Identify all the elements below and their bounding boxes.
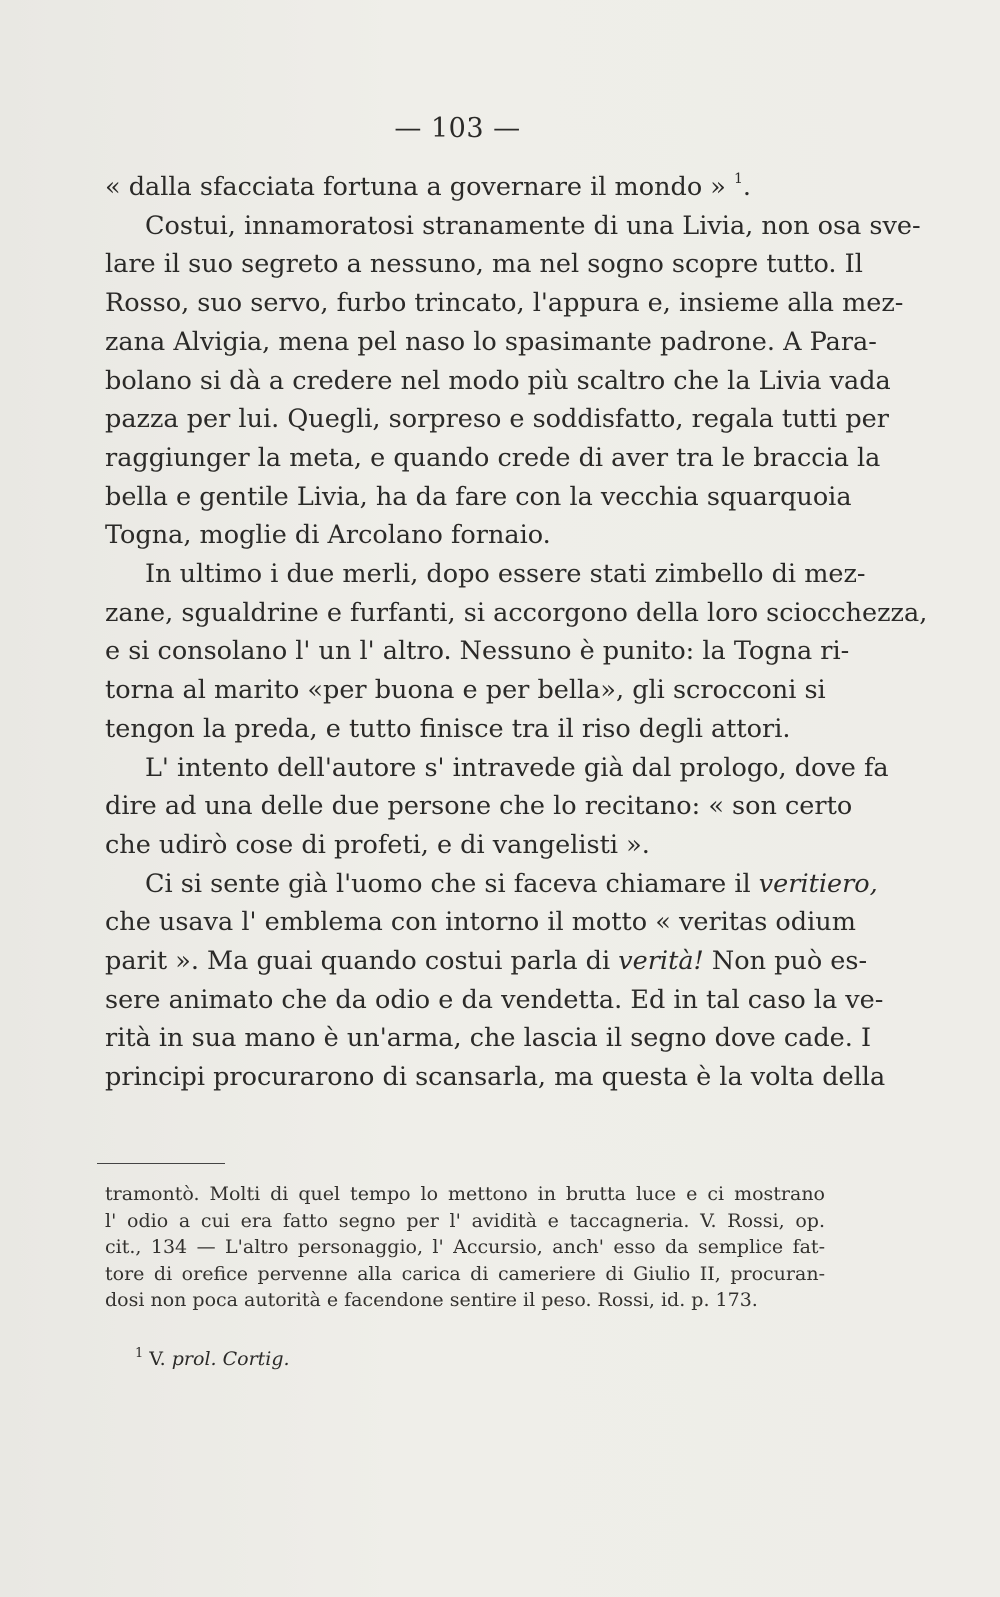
text-line: Costui, innamoratosi stranamente di una Livia, non osa sve- <box>145 210 921 241</box>
text-line: e si consolano l' un l' altro. Nessuno è punito: la Togna ri- <box>105 636 850 667</box>
text-line: « dalla sfacciata fortuna a governare il mondo » $^1$. <box>105 171 752 202</box>
text-line: che udirò cose di profeti, e di vangelisti ». <box>105 829 650 860</box>
text-line: principi procurarono di scansarla, ma questa è la volta della <box>105 1062 886 1093</box>
text-line: rità in sua mano è un'arma, che lascia il segno dove cade. I <box>105 1023 872 1054</box>
page-number: — 103 — <box>394 113 521 144</box>
text-line: lare il suo segreto a nessuno, ma nel sogno scopre tutto. Il <box>105 249 863 280</box>
text-line: che usava l' emblema con intorno il motto « veritas odium <box>105 907 856 938</box>
footnote-1 <box>135 1348 290 1370</box>
text-line: bella e gentile Livia, ha da fare con la vecchia squarquoia <box>105 481 852 512</box>
text-line: Togna, moglie di Arcolano fornaio. <box>105 520 551 551</box>
footnote-reference: 1 <box>733 171 743 187</box>
text-line: parit ». Ma guai quando costui parla di verità! Non può es- <box>105 946 868 976</box>
text-line: bolano si dà a credere nel modo più scaltro che la Livia vada <box>105 365 891 396</box>
text-line: raggiunger la meta, e quando crede di aver tra le braccia la <box>105 442 881 473</box>
text-line: tengon la preda, e tutto finisce tra il riso degli attori. <box>105 713 791 744</box>
text-line: sere animato che da odio e da vendetta. Ed in tal caso la ve- <box>105 984 884 1015</box>
footnote-ref-title: prol. Cortig. <box>171 1348 290 1370</box>
footnote-ref-text: V. <box>149 1348 172 1370</box>
text-line: Rosso, suo servo, furbo trincato, l'appura e, insieme alla mez- <box>105 288 904 319</box>
footnote-mark: 1 <box>135 1346 144 1361</box>
text-line: pazza per lui. Quegli, sorpreso e soddisfatto, regala tutti per <box>105 404 889 435</box>
text-line: L' intento dell'autore s' intravede già dal prologo, dove fa <box>145 752 889 783</box>
text-line: zana Alvigia, mena pel naso lo spasimante padrone. A Para- <box>105 326 877 357</box>
text-line: torna al marito «per buona e per bella», gli scrocconi si <box>105 675 826 706</box>
footnote-line: l' odio a cui era fatto segno per l' avidità e taccagneria. V. Rossi, op. <box>105 1209 825 1232</box>
text-line: In ultimo i due merli, dopo essere stati zimbello di mez- <box>145 559 866 589</box>
footnote-line: dosi non poca autorità e facendone sentire il peso. Rossi, id. p. 173. <box>105 1289 758 1311</box>
text-line: dire ad una delle due persone che lo recitano: « son certo <box>105 791 853 822</box>
footnote-separator <box>97 1163 225 1164</box>
footnote-line: cit., 134 — L'altro personaggio, l' Accursio, anch' esso da semplice fat- <box>105 1236 825 1258</box>
footnote-line: tore di orefice pervenne alla carica di cameriere di Giulio II, procuran- <box>105 1262 825 1285</box>
footnote-line: tramontò. Molti di quel tempo lo mettono in brutta luce e ci mostrano <box>105 1183 825 1205</box>
text-line: Ci si sente già l'uomo che si faceva chiamare il veritiero, <box>145 868 878 899</box>
text-line: zane, sgualdrine e furfanti, si accorgono della loro sciocchezza, <box>105 597 928 628</box>
